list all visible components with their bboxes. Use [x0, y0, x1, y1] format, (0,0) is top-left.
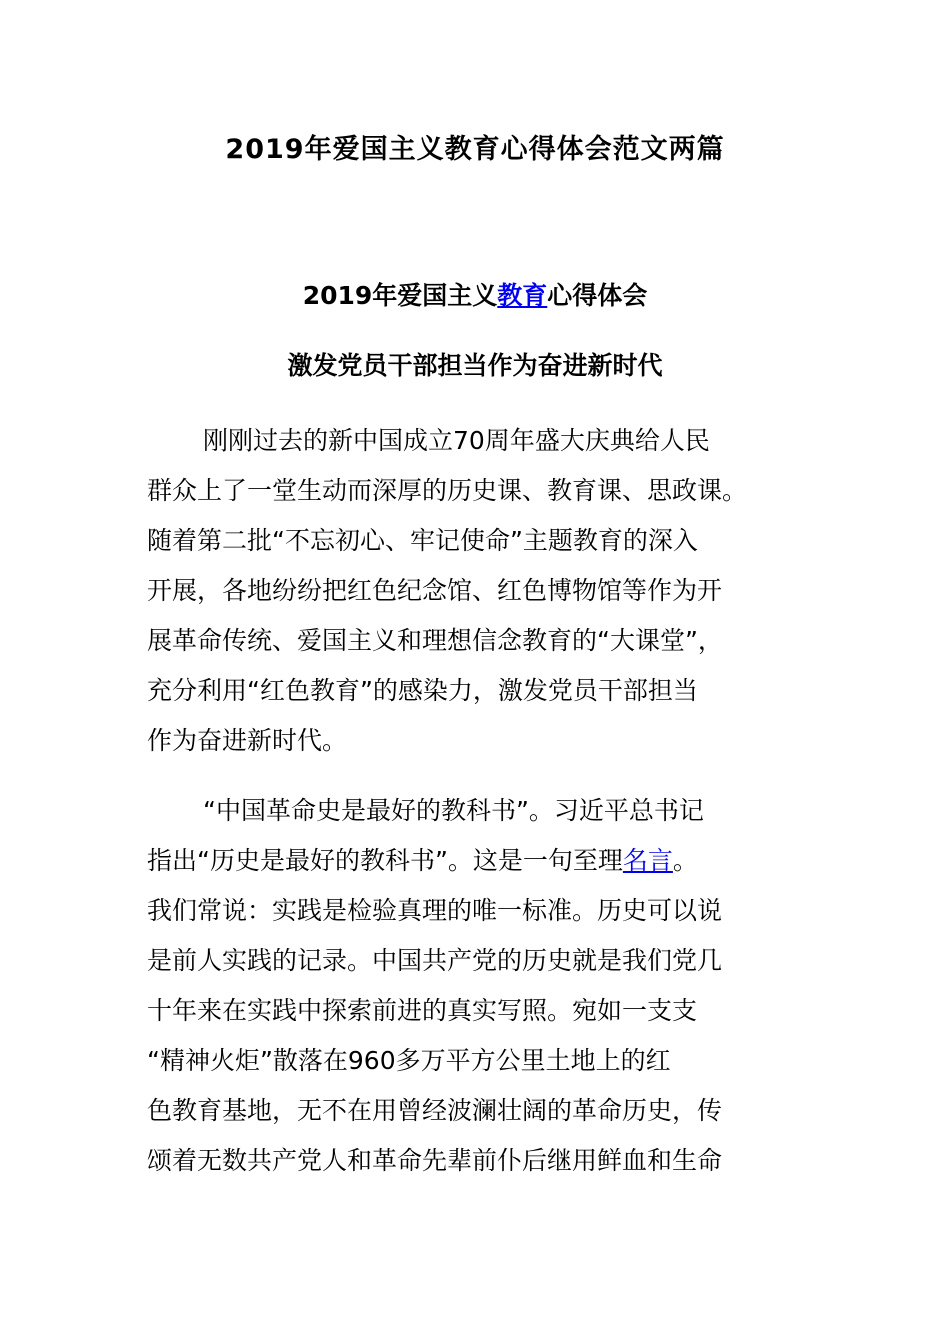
paragraph-line: 作为奋进新时代。 [147, 726, 348, 755]
famous-quote-link[interactable]: 名言 [622, 846, 673, 875]
paragraph-line: 展革命传统、爱国主义和理想信念教育的“大课堂”， [147, 626, 723, 655]
paragraph-2 [147, 786, 827, 1186]
paragraph-line: 颂着无数共产党人和革命先辈前仆后继用鲜血和生命 [147, 1146, 723, 1175]
document-title: 2019年爱国主义教育心得体会范文两篇 [225, 134, 725, 165]
paragraph-line: 我们常说：实践是检验真理的唯一标准。历史可以说 [147, 896, 723, 925]
section-heading-prefix: 2019年爱国主义 [302, 281, 498, 310]
paragraph-line: 开展，各地纷纷把红色纪念馆、红色博物馆等作为开 [147, 576, 723, 605]
paragraph-text: 指出“历史是最好的教科书”。这是一句至理 [147, 846, 623, 875]
section-heading [0, 276, 950, 316]
paragraph-line: 刚刚过去的新中国成立70周年盛大庆典给人民 [203, 426, 710, 455]
paragraph-1 [147, 416, 827, 766]
paragraph-text: 。 [672, 846, 698, 875]
section-subheading: 激发党员干部担当作为奋进新时代 [287, 351, 663, 380]
paragraph-line: 群众上了一堂生动而深厚的历史课、教育课、思政课。 [147, 476, 748, 505]
section-heading-suffix: 心得体会 [547, 281, 648, 310]
paragraph-line-with-link [147, 836, 827, 886]
paragraph-line: 随着第二批“不忘初心、牢记使命”主题教育的深入 [147, 526, 698, 555]
paragraph-line: 充分利用“红色教育”的感染力，激发党员干部担当 [147, 676, 698, 705]
paragraph-line: 是前人实践的记录。中国共产党的历史就是我们党几 [147, 946, 723, 975]
education-link[interactable]: 教育 [497, 281, 548, 310]
paragraph-line: 十年来在实践中探索前进的真实写照。宛如一支支 [147, 996, 698, 1025]
paragraph-line: “精神火炬”散落在960多万平方公里土地上的红 [147, 1046, 671, 1075]
paragraph-line: 色教育基地，无不在用曾经波澜壮阔的革命历史，传 [147, 1096, 723, 1125]
paragraph-line: “中国革命史是最好的教科书”。习近平总书记 [203, 796, 704, 825]
